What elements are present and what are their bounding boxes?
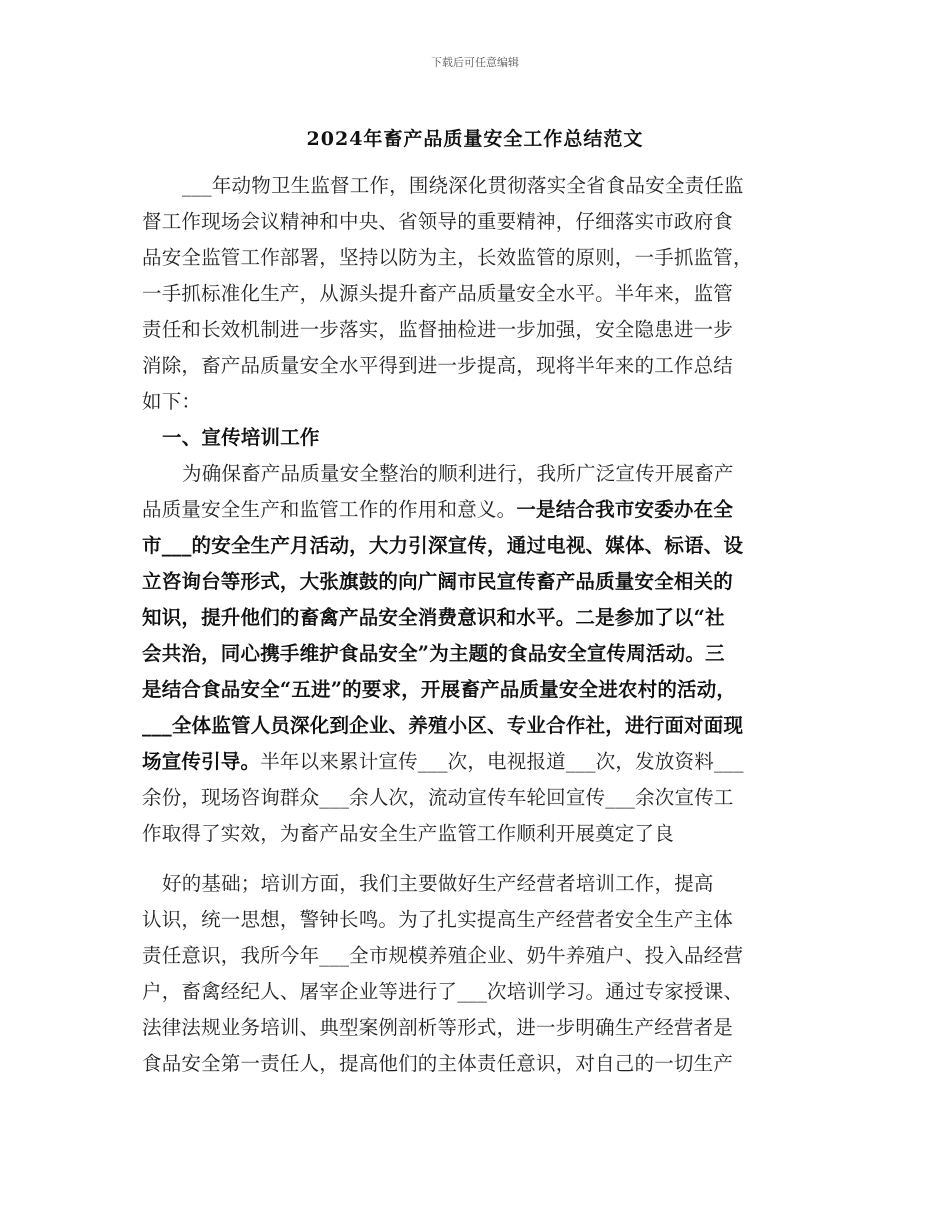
body-line: [142, 744, 810, 780]
bold-text: 场宣传引导。: [142, 750, 261, 773]
body-line: 责任和长效机制进一步落实，监督抽检进一步加强，安全隐患进一步: [142, 318, 734, 341]
body-line-bold: 会共治，同心携手维护食品安全”为主题的食品安全宣传周活动。三: [142, 642, 725, 665]
body-line: 余份，现场咨询群众___余人次，流动宣传车轮回宣传___余次宣传工: [142, 786, 734, 809]
body-line: 责任意识，我所今年___全市规模养殖企业、奶牛养殖户、投入品经营: [142, 944, 744, 967]
document-body: [142, 168, 810, 1082]
body-text: 品质量安全生产和监管工作的作用和意义。: [142, 498, 517, 521]
body-line: 食品安全第一责任人，提高他们的主体责任意识，对自己的一切生产: [142, 1052, 734, 1075]
body-line: 如下：: [142, 390, 202, 413]
body-line: 好的基础；培训方面，我们主要做好生产经营者培训工作，提高: [162, 872, 714, 895]
section-heading: 一、宣传培训工作: [162, 426, 320, 449]
body-line: 为确保畜产品质量安全整治的顺利进行，我所广泛宣传开展畜产: [182, 462, 734, 485]
body-line: 法律法规业务培训、典型案例剖析等形式，进一步明确生产经营者是: [142, 1016, 734, 1039]
body-line-bold: 是结合食品安全“五进”的要求，开展畜产品质量安全进农村的活动，: [142, 678, 737, 701]
header-note: 下载后可任意编辑: [431, 56, 519, 69]
body-line: 品安全监管工作部署，坚持以防为主，长效监管的原则，一手抓监管，: [142, 246, 753, 269]
document-title: 2024年畜产品质量安全工作总结范文: [306, 128, 644, 150]
body-line: 作取得了实效，为畜产品安全生产监管工作顺利开展奠定了良: [142, 822, 674, 845]
body-line: 督工作现场会议精神和中央、省领导的重要精神，仔细落实市政府食: [142, 210, 734, 233]
body-text: 半年以来累计宣传___次，电视报道___次，发放资料___: [260, 750, 744, 773]
body-line: ___年动物卫生监督工作，围绕深化贯彻落实全省食品安全责任监: [182, 174, 744, 197]
body-line: 户，畜禽经纪人、屠宰企业等进行了___次培训学习。通过专家授课、: [142, 980, 744, 1003]
body-line-bold: 市___的安全生产月活动，大力引深宣传，通过电视、媒体、标语、设: [142, 534, 744, 557]
body-line: 一手抓标准化生产，从源头提升畜产品质量安全水平。半年来，监管: [142, 282, 734, 305]
body-line: 消除，畜产品质量安全水平得到进一步提高，现将半年来的工作总结: [142, 354, 734, 377]
body-line-bold: ___全体监管人员深化到企业、养殖小区、专业合作社，进行面对面现: [142, 714, 744, 737]
body-line: 认识，统一思想，警钟长鸣。为了扎实提高生产经营者安全生产主体: [142, 908, 734, 931]
paragraph-gap: [142, 852, 810, 866]
body-line-bold: 立咨询台等形式，大张旗鼓的向广阔市民宣传畜产品质量安全相关的: [142, 570, 734, 593]
body-line-bold: 知识，提升他们的畜禽产品安全消费意识和水平。二是参加了以“社: [142, 606, 725, 629]
bold-text: 一是结合我市安委办在全: [516, 498, 734, 521]
body-line: [142, 492, 810, 528]
